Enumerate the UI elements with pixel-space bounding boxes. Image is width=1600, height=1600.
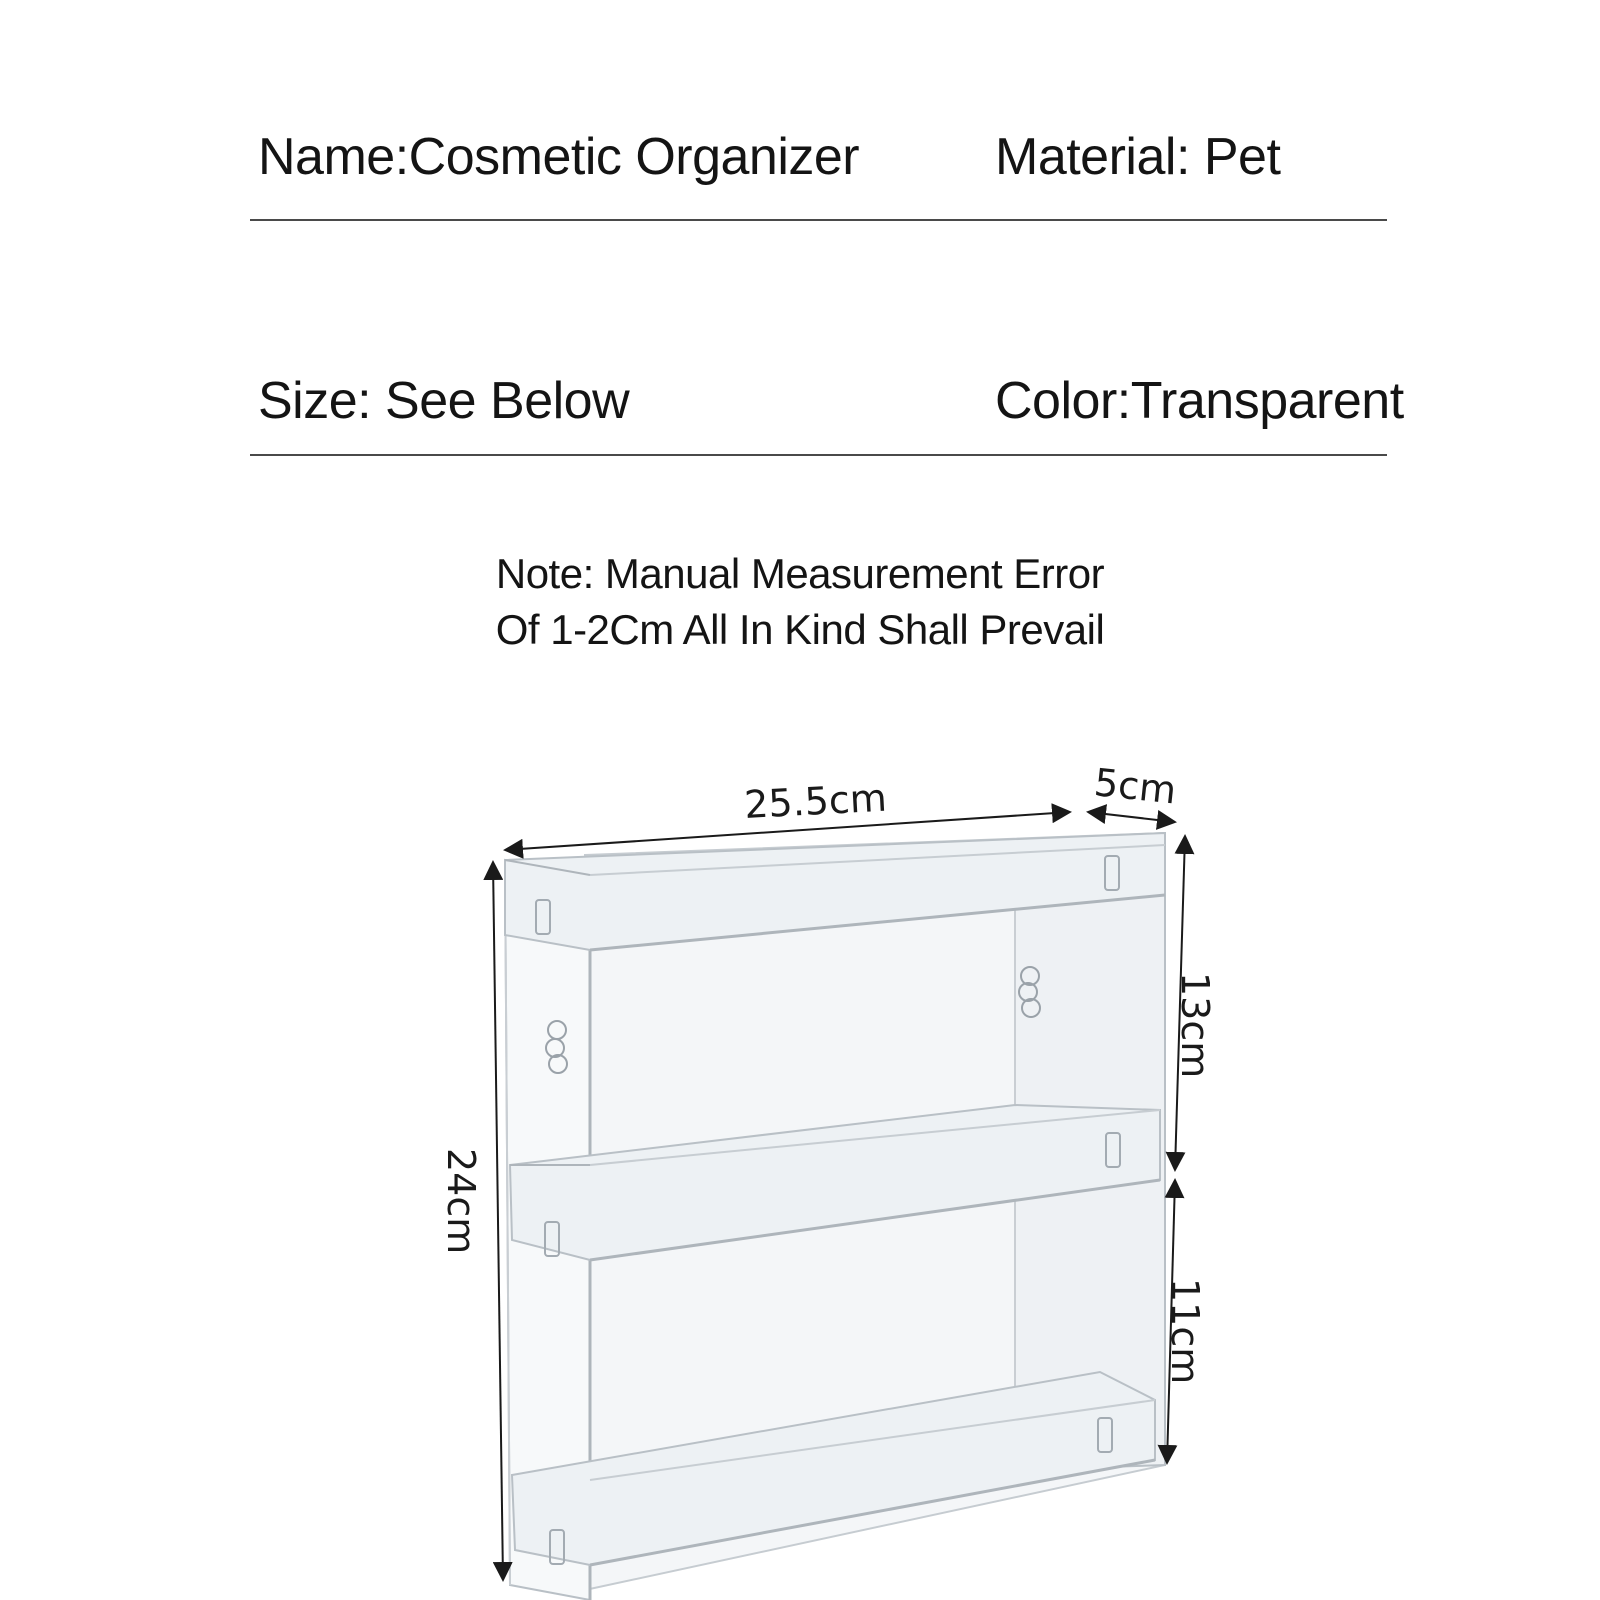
spec-material: Material: Pet xyxy=(995,128,1281,186)
measurement-note-line-1: Note: Manual Measurement Error xyxy=(495,550,1105,597)
depth-label: 5cm xyxy=(1092,760,1179,813)
organizer-illustration xyxy=(505,833,1165,1600)
height-dimension-line xyxy=(493,862,503,1580)
upper-gap-label: 13cm xyxy=(1173,972,1217,1079)
depth-dimension-line xyxy=(1088,812,1175,822)
spec-name: Name:Cosmetic Organizer xyxy=(258,128,860,186)
spec-color: Color:Transparent xyxy=(995,372,1404,430)
height-label: 24cm xyxy=(439,1148,483,1255)
spec-size: Size: See Below xyxy=(258,372,630,430)
lower-gap-label: 11cm xyxy=(1163,1278,1207,1385)
measurement-note-line-2: Of 1-2Cm All In Kind Shall Prevail xyxy=(495,606,1105,653)
width-label: 25.5cm xyxy=(743,775,888,827)
